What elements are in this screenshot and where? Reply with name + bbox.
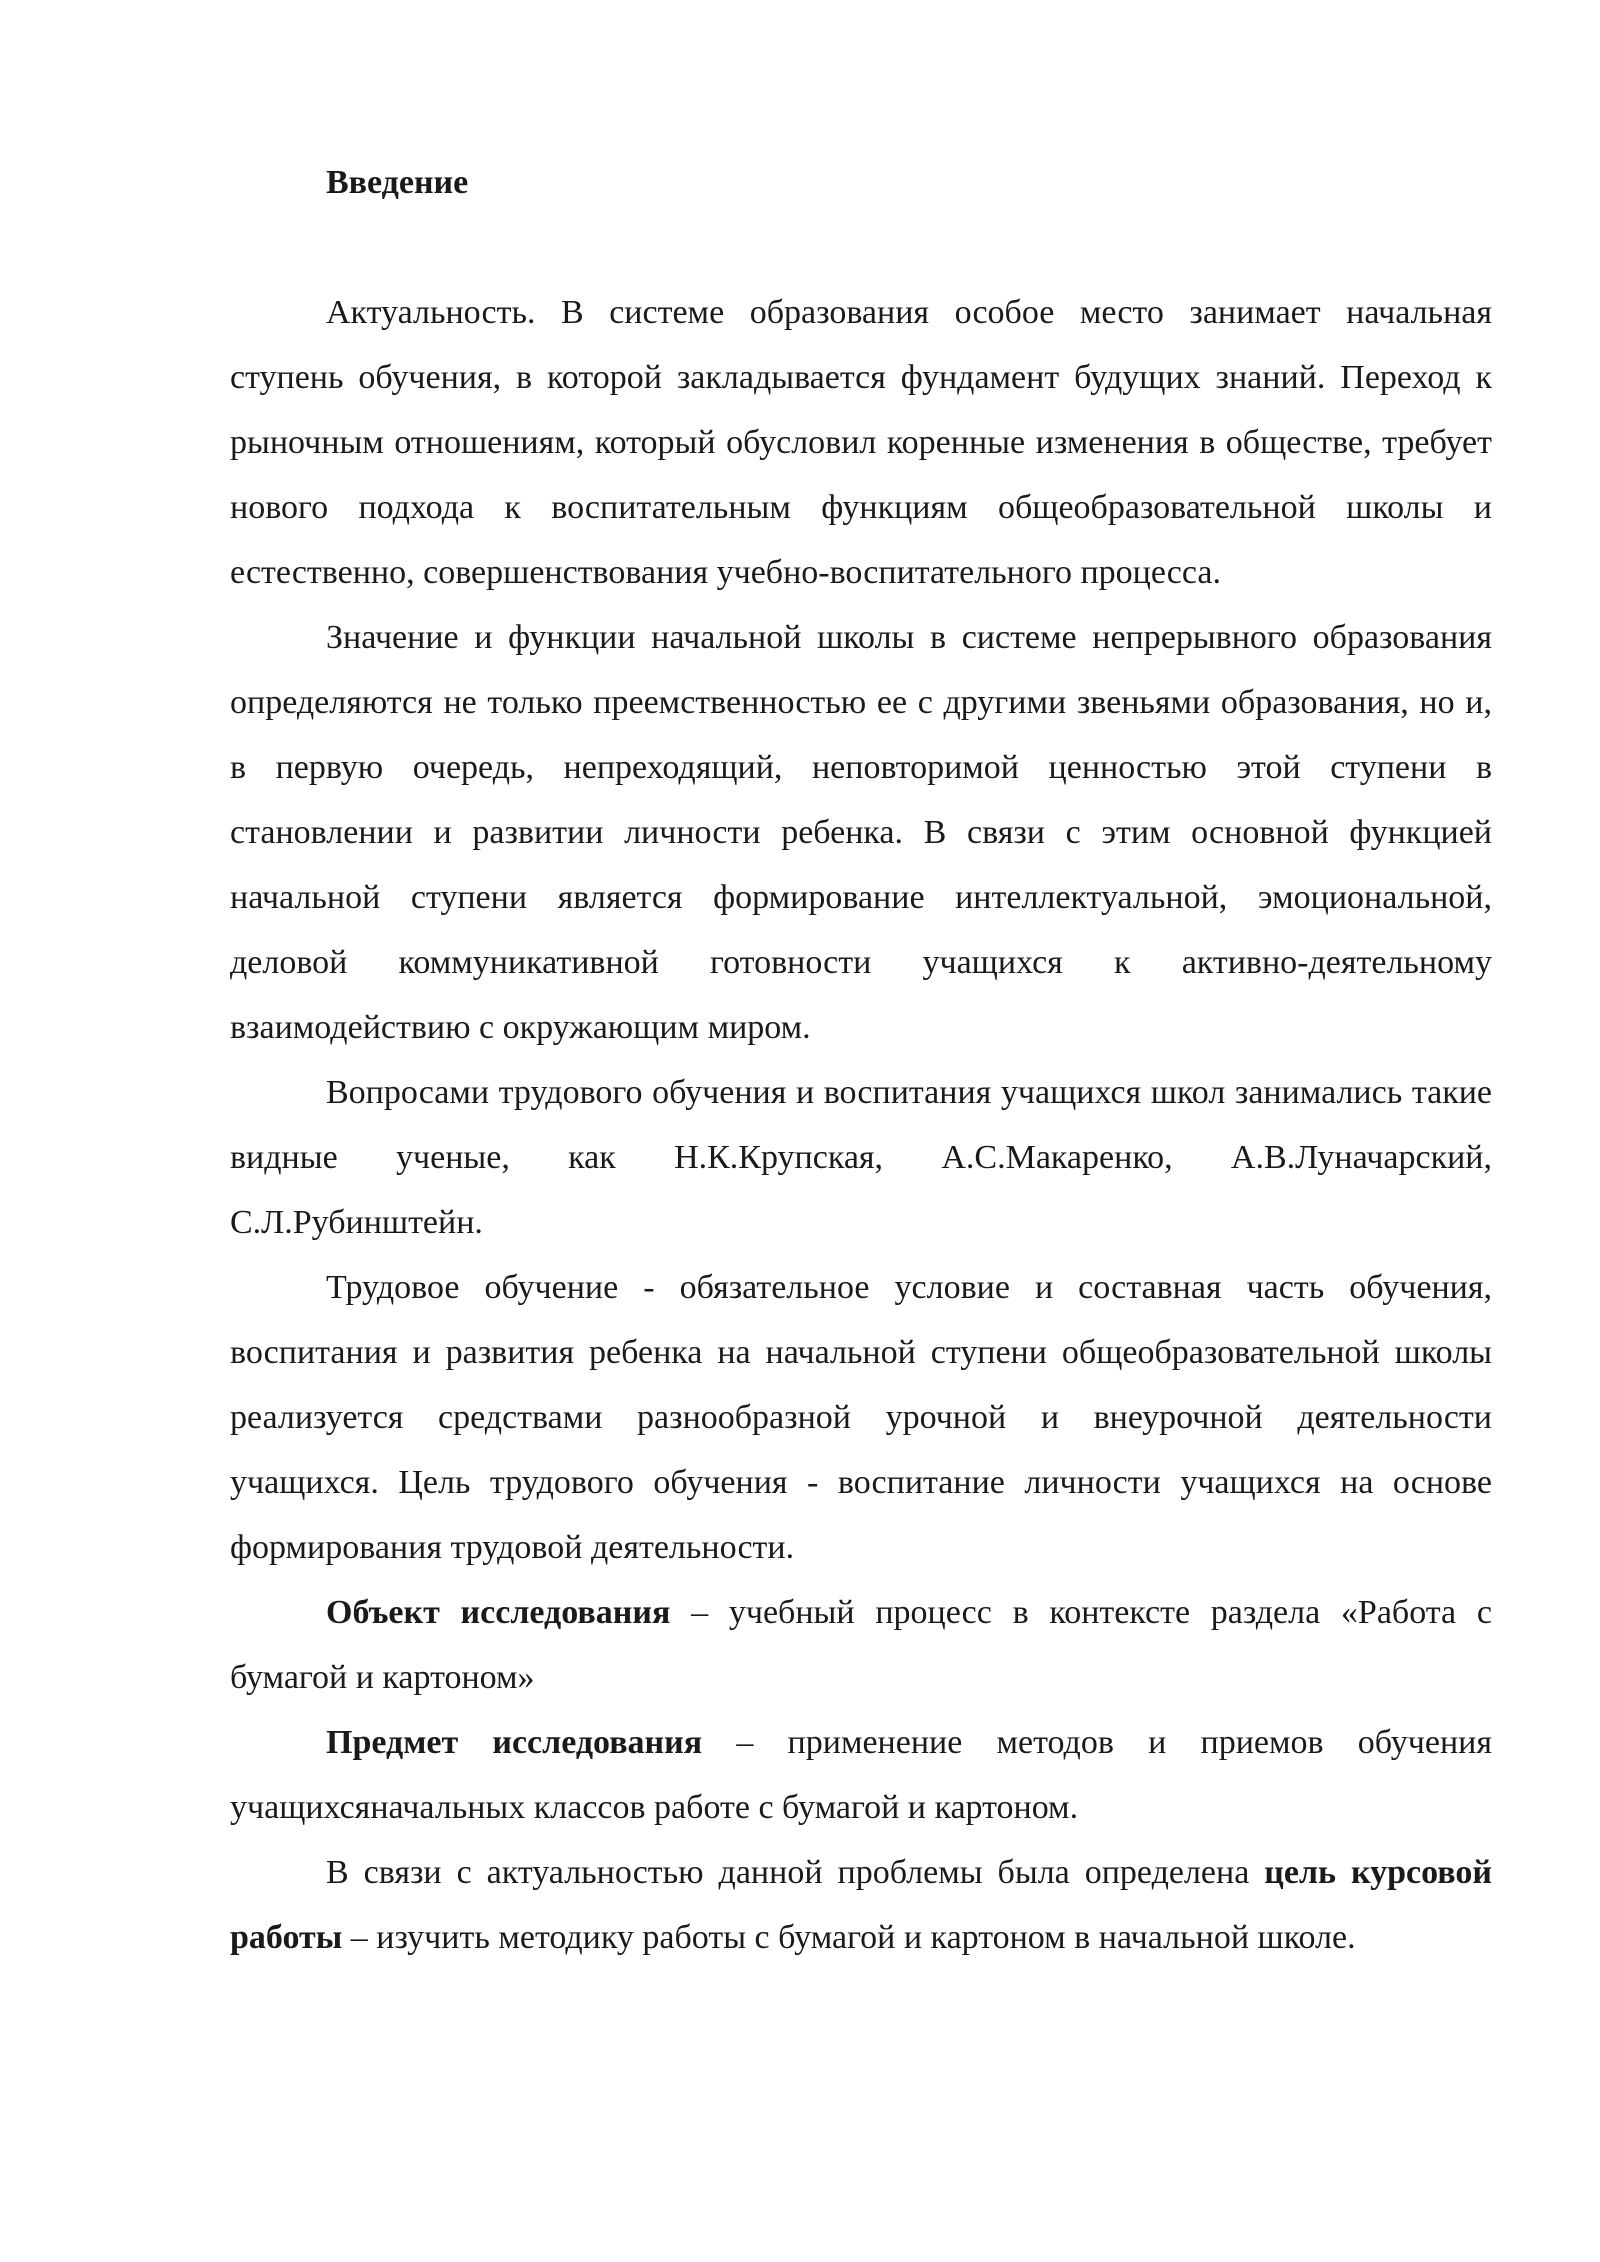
research-subject-label: Предмет исследования [326,1724,703,1761]
research-object-label: Объект исследования [326,1594,671,1631]
paragraph-primary-school-role: Значение и функции начальной школы в системе непрерывного образования определяются не только преемственностью ее с другими звеньями образования, но и, в первую очередь, непреходящий, неповторимой ценностью этой ступени в становлении и развитии личности ребенка. В связи с этим основной функцией начальной ступени является формирование интеллектуальной, эмоциональной, деловой коммуникативной готовности учащихся к активно-деятельному взаимодействию с окружающим миром. [230,619,1492,1046]
research-object-text: – учебный процесс в контексте раздела «Работа с бумагой и картоном» [230,1594,1492,1696]
section-heading: Введение [326,164,469,201]
research-subject-text: – применение методов и приемов обучения учащихсяначальных классов работе с бумагой и картоном. [230,1724,1492,1826]
course-goal-label: цель курсовой работы [230,1854,1492,1956]
paragraph-scholars: Вопросами трудового обучения и воспитания учащихся школ занимались такие видные ученые, как Н.К.Крупская, А.С.Макаренко, А.В.Луначарский, С.Л.Рубинштейн. [230,1074,1492,1241]
paragraph-relevance: Актуальность. В системе образования особое место занимает начальная ступень обучения, в которой закладывается фундамент будущих знаний. Переход к рыночным отношениям, который обусловил коренные изменения в обществе, требует нового подхода к воспитательным функциям общеобразовательной школы и естественно, совершенствования учебно-воспитательного процесса. [230,294,1492,591]
course-goal-text: – изучить методику работы с бумагой и картоном в начальной школе. [342,1919,1356,1956]
document-body [230,150,1492,1970]
paragraph-course-goal [230,1840,1492,1970]
paragraph-research-object [230,1580,1492,1710]
paragraph-research-subject [230,1710,1492,1840]
paragraph-labor-training: Трудовое обучение - обязательное условие и составная часть обучения, воспитания и развития ребенка на начальной ступени общеобразовательной школы реализуется средствами разнообразной урочной и внеурочной деятельности учащихся. Цель трудового обучения - воспитание личности учащихся на основе формирования трудовой деятельности. [230,1269,1492,1566]
course-goal-intro: В связи с актуальностью данной проблемы была определена [326,1854,1265,1891]
